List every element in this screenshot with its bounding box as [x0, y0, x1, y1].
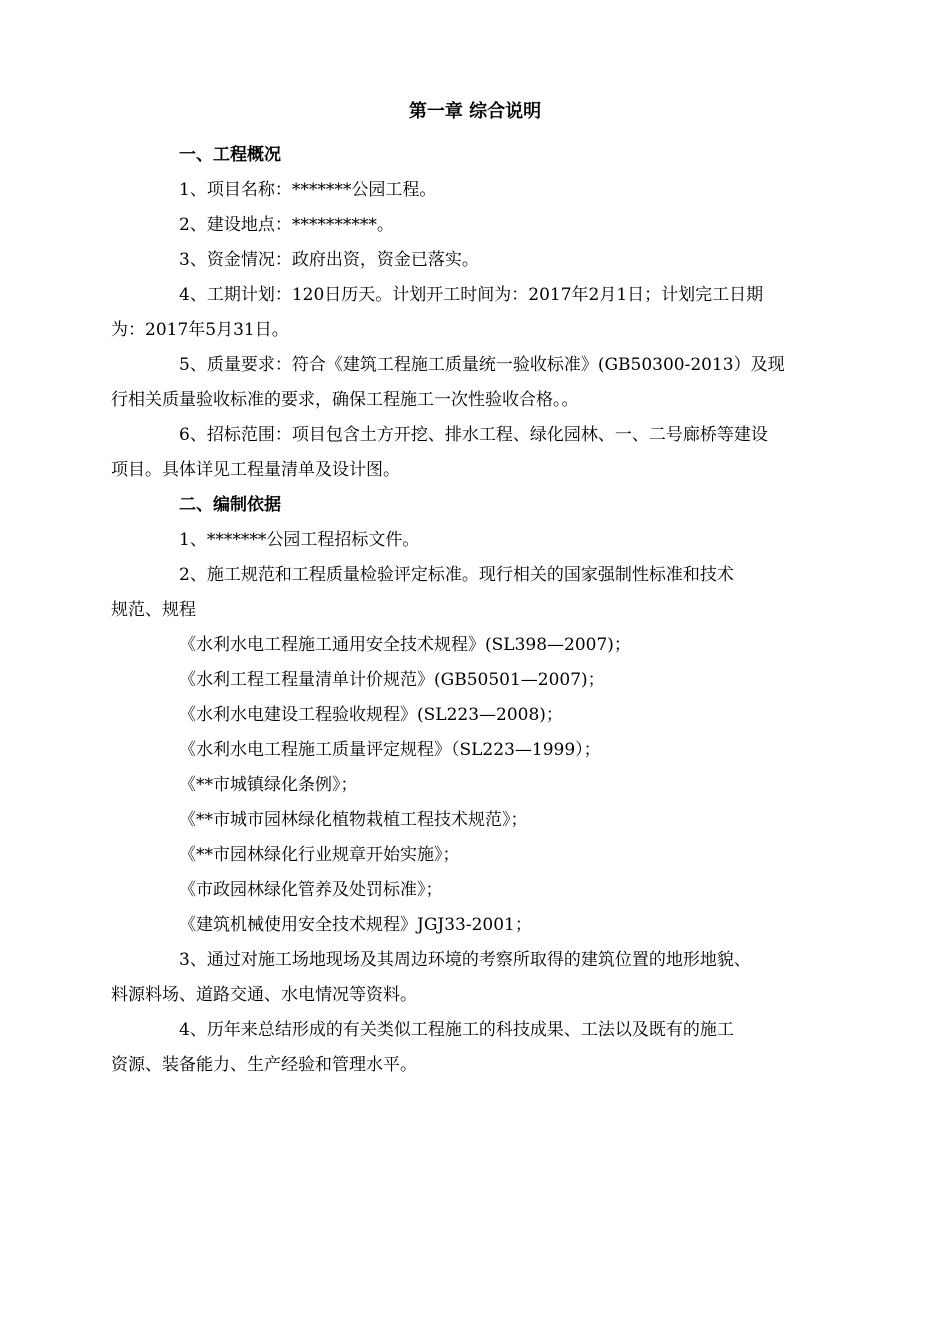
survey-line-2: 料源料场、道路交通、水电情况等资料。 — [111, 985, 417, 1005]
document-body — [111, 138, 810, 1083]
basis-item-tender-docs: 1、*******公园工程招标文件。 — [179, 530, 420, 550]
standards-line-1: 2、施工规范和工程质量检验评定标准。现行相关的国家强制性标准和技术 — [179, 565, 734, 585]
quality-line-1: 5、质量要求：符合《建筑工程施工质量统一验收标准》(GB50300-2013）及现 — [179, 355, 785, 375]
standard-reference: 《市政园林绿化管养及处罚标准》； — [179, 880, 443, 900]
standard-reference: 《**市城镇绿化条例》； — [179, 775, 358, 795]
basis-item-site-survey — [111, 943, 810, 1013]
standard-reference: 《水利水电工程施工质量评定规程》（SL223—1999）； — [179, 740, 601, 760]
standard-reference: 《**市园林绿化行业规章开始实施》； — [179, 845, 460, 865]
overview-item-location: 2、建设地点：**********。 — [179, 215, 394, 235]
schedule-line-1: 4、工期计划：120日历天。计划开工时间为：2017年2月1日；计划完工日期 — [179, 285, 764, 305]
experience-line-2: 资源、装备能力、生产经验和管理水平。 — [111, 1055, 417, 1075]
overview-item-scope — [111, 418, 810, 488]
survey-line-1: 3、通过对施工场地现场及其周边环境的考察所取得的建筑位置的地形地貌、 — [179, 950, 751, 970]
standard-reference: 《**市城市园林绿化植物栽植工程技术规范》； — [179, 810, 528, 830]
standard-reference: 《水利工程工程量清单计价规范》(GB50501—2007)； — [179, 670, 605, 690]
section-heading-overview: 一、工程概况 — [179, 145, 281, 165]
overview-item-project-name: 1、项目名称：*******公园工程。 — [179, 180, 437, 200]
standard-reference: 《水利水电工程施工通用安全技术规程》(SL398—2007)； — [179, 635, 631, 655]
experience-line-1: 4、历年来总结形成的有关类似工程施工的科技成果、工法以及既有的施工 — [179, 1020, 734, 1040]
overview-item-funding: 3、资金情况：政府出资，资金已落实。 — [179, 250, 479, 270]
standards-line-2: 规范、规程 — [111, 600, 196, 620]
standard-reference: 《建筑机械使用安全技术规程》JGJ33-2001； — [179, 915, 532, 935]
standard-reference: 《水利水电建设工程验收规程》(SL223—2008)； — [179, 705, 563, 725]
overview-item-schedule — [111, 278, 810, 348]
scope-line-2: 项目。具体详见工程量清单及设计图。 — [111, 460, 400, 480]
basis-item-standards — [111, 558, 810, 628]
overview-item-quality — [111, 348, 810, 418]
quality-line-2: 行相关质量验收标准的要求，确保工程施工一次性验收合格。。 — [111, 390, 579, 410]
basis-item-experience — [111, 1013, 810, 1083]
section-heading-basis: 二、编制依据 — [179, 495, 281, 515]
chapter-title: 第一章 综合说明 — [408, 101, 542, 122]
schedule-line-2: 为：2017年5月31日。 — [111, 320, 289, 340]
scope-line-1: 6、招标范围：项目包含土方开挖、排水工程、绿化园林、一、二号廊桥等建设 — [179, 425, 768, 445]
